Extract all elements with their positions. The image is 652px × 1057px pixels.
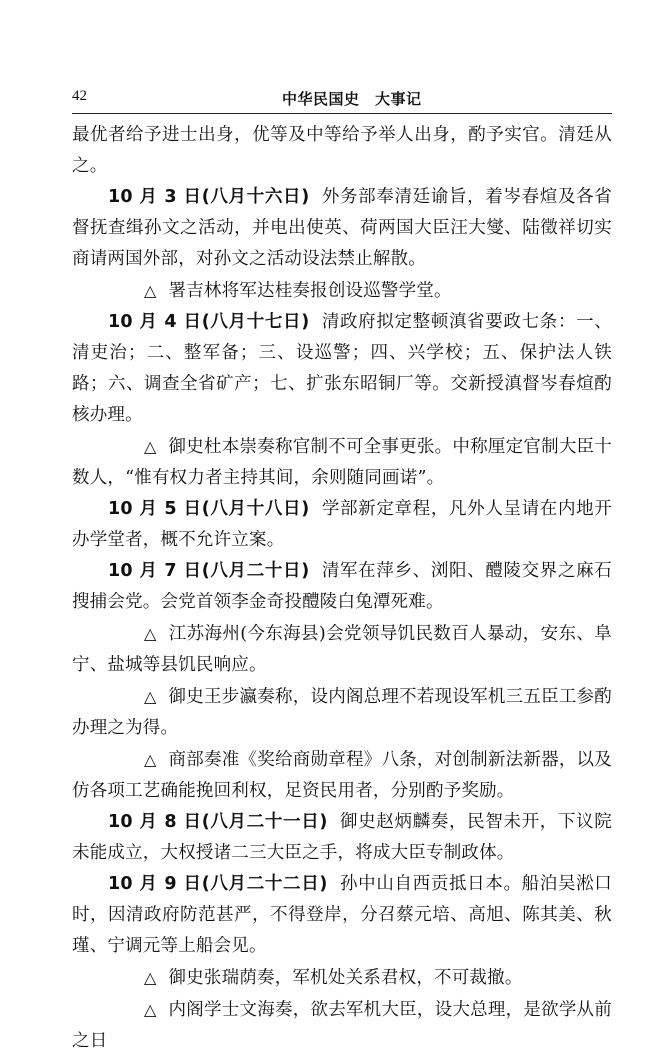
paragraph [72, 431, 612, 494]
entry-date: 10 月 9 日(八月二十二日) [108, 874, 328, 894]
triangle-marker-icon: △ [144, 968, 157, 987]
paragraph [72, 494, 612, 556]
paragraph [72, 807, 612, 869]
paragraph-text: 内阁学士文海奏，欲去军机大臣，设大总理，是欲学从前之日 [72, 1000, 612, 1051]
paragraph-text: 署吉林将军达桂奏报创设巡警学堂。 [168, 281, 452, 301]
entry-date: 10 月 7 日(八月二十日) [108, 561, 310, 581]
paragraph [72, 869, 612, 962]
paragraph [72, 681, 612, 744]
paragraph [72, 182, 612, 275]
page-number: 42 [72, 88, 87, 104]
triangle-marker-icon: △ [144, 750, 157, 769]
entry-date: 10 月 8 日(八月二十一日) [108, 812, 328, 832]
paragraph-text: 御史张瑞荫奏，军机处关系君权，不可裁撤。 [168, 968, 523, 988]
paragraph-text: 外务部奉清廷谕旨，着岑春煊及各省督抚查缉孙文之活动，并电出使英、荷两国大臣汪大燮、陆徵祥切实商请两国外部，对孙文之活动设法禁止解散。 [72, 187, 612, 269]
paragraph [72, 994, 612, 1057]
triangle-marker-icon: △ [144, 687, 157, 706]
paragraph-text: 御史赵炳麟奏，民智未开，下议院未能成立，大权授诸二三大臣之手，将成大臣专制政体。 [72, 812, 612, 863]
paragraph-text: 江苏海州(今东海县)会党领导饥民数百人暴动，安东、阜宁、盐城等县饥民响应。 [72, 624, 612, 675]
paragraph-text: 商部奏准《奖给商勋章程》八条，对创制新法新器，以及仿各项工艺确能挽回利权，足资民用者，分别酌予奖励。 [72, 750, 612, 801]
triangle-marker-icon: △ [144, 281, 157, 300]
paragraph [72, 275, 612, 307]
triangle-marker-icon: △ [144, 624, 157, 643]
paragraph [72, 556, 612, 618]
body-text [72, 120, 612, 1057]
entry-date: 10 月 4 日(八月十七日) [108, 312, 310, 332]
paragraph-text: 学部新定章程，凡外人呈请在内地开办学堂者，概不允许立案。 [72, 499, 612, 550]
running-title: 中华民国史 大事记 [282, 90, 422, 108]
paragraph-text: 清政府拟定整顿滇省要政七条：一、清吏治；二、整军备；三、设巡警；四、兴学校；五、保护法人铁路；六、调查全省矿产；七、扩张东昭铜厂等。交新授滇督岑春煊酌核办理。 [72, 312, 612, 425]
paragraph-text: 御史王步瀛奏称，设内阁总理不若现设军机三五臣工参酌办理之为得。 [72, 687, 612, 738]
paragraph [72, 307, 612, 431]
paragraph [72, 618, 612, 681]
paragraph-text: 最优者给予进士出身，优等及中等给予举人出身，酌予实官。清廷从之。 [72, 125, 612, 176]
entry-date: 10 月 5 日(八月十八日) [108, 499, 310, 519]
entry-date: 10 月 3 日(八月十六日) [108, 187, 310, 207]
triangle-marker-icon: △ [144, 437, 157, 456]
paragraph-text: 孙中山自西贡抵日本。船泊吴淞口时，因清政府防范甚严，不得登岸，分召蔡元培、高旭、陈其美、秋瑾、宁调元等上船会见。 [72, 874, 612, 956]
paragraph [72, 120, 612, 182]
paragraph [72, 744, 612, 807]
triangle-marker-icon: △ [144, 1000, 157, 1019]
paragraph [72, 962, 612, 994]
paragraph-text: 御史杜本崇奏称官制不可全事更张。中称厘定官制大臣十数人，“惟有权力者主持其间，余则随同画诺”。 [72, 437, 612, 488]
header-rule [72, 113, 612, 114]
paragraph-text: 清军在萍乡、浏阳、醴陵交界之麻石搜捕会党。会党首领李金奇投醴陵白兔潭死难。 [72, 561, 612, 612]
page-header [72, 88, 612, 110]
